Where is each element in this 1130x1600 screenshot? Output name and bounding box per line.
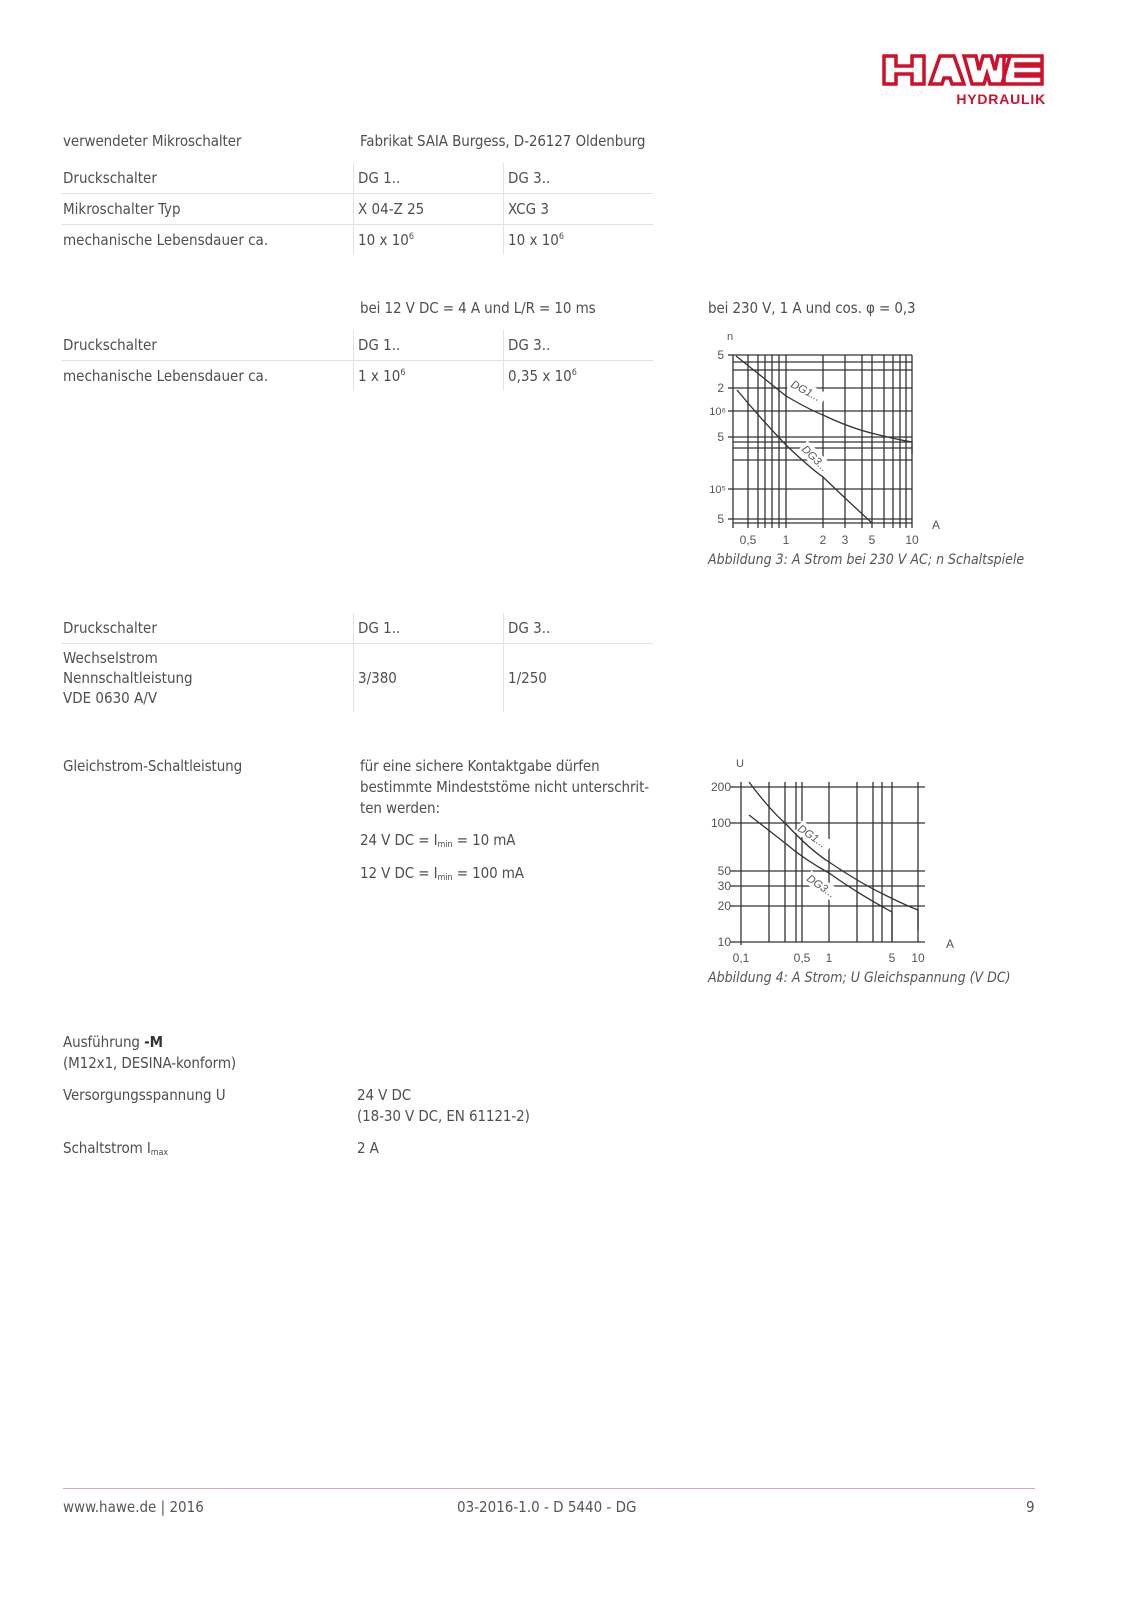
dc-condition: bei 12 V DC = 4 A und L/R = 10 ms — [360, 299, 596, 317]
row-label: mechanische Lebensdauer ca. — [63, 231, 269, 249]
ac-condition: bei 230 V, 1 A und cos. φ = 0,3 — [708, 299, 916, 317]
header-cell: DG 3.. — [504, 163, 654, 194]
curve-label-dg1: DG1... — [795, 822, 829, 851]
logo-subtitle: HYDRAULIK — [956, 91, 1046, 107]
curve-label-dg1: DG1... — [788, 378, 823, 405]
footer-divider — [63, 1488, 1035, 1489]
svg-text:1: 1 — [825, 951, 833, 965]
dc-power-label: Gleichstrom-Schaltleistung — [63, 757, 243, 775]
svg-text:5: 5 — [717, 512, 724, 526]
min-current-24v: 24 V DC = $I_{min} = 10$ mA — [360, 831, 516, 850]
microswitch-table — [61, 163, 653, 255]
svg-text:0,1: 0,1 — [732, 951, 750, 965]
header-cell: Druckschalter — [61, 330, 354, 361]
table-row — [61, 644, 653, 713]
switching-current-value: 2 A — [357, 1139, 379, 1157]
svg-text:20: 20 — [717, 899, 731, 913]
svg-text:3: 3 — [841, 533, 849, 547]
x-axis-label: A — [932, 518, 941, 532]
svg-text:100: 100 — [710, 816, 731, 830]
svg-text:200: 200 — [710, 780, 731, 794]
x-axis-label: A — [946, 937, 955, 951]
header-cell: DG 1.. — [354, 163, 504, 194]
svg-text:2: 2 — [717, 381, 724, 395]
svg-text:10: 10 — [911, 951, 925, 965]
table-cell: 10 x $10^6$ — [504, 225, 654, 256]
table-header-row — [61, 330, 653, 361]
microswitch-label: verwendeter Mikroschalter — [63, 132, 242, 150]
table-row — [61, 194, 653, 225]
table-cell: 1 x $10^6$ — [354, 361, 504, 392]
figure-4-caption: Abbildung 4: A Strom; U Gleichspannung (V DC) — [708, 970, 1011, 986]
ac-power-table — [61, 613, 653, 712]
header-cell: DG 1.. — [354, 613, 504, 644]
microswitch-value: Fabrikat SAIA Burgess, D-26127 Oldenburg — [360, 132, 646, 150]
table-cell: X 04-Z 25 — [354, 194, 504, 225]
svg-text:1: 1 — [782, 533, 790, 547]
svg-text:2: 2 — [819, 533, 827, 547]
row-label: Mikroschalter Typ — [61, 194, 354, 225]
min-current-12v: 12 V DC = $I_{min} = 100$ mA — [360, 864, 524, 883]
header-cell: DG 3.. — [504, 613, 654, 644]
header-cell: Druckschalter — [61, 163, 354, 194]
footer-document-id: 03-2016-1.0 - D 5440 - DG — [457, 1498, 637, 1516]
svg-text:10⁵: 10⁵ — [709, 484, 726, 496]
row-label: mechanische Lebensdauer ca. — [63, 367, 269, 385]
table-cell: 0,35 x $10^6$ — [504, 361, 654, 392]
switching-current-label: Schaltstrom $I_{max}$ — [63, 1139, 169, 1158]
row-label: Wechselstrom Nennschaltleistung VDE 0630 A/V — [63, 649, 193, 707]
y-axis-label: n — [727, 331, 734, 343]
svg-text:10: 10 — [905, 533, 919, 547]
dc-life-table — [61, 330, 653, 391]
table-header-row — [61, 163, 653, 194]
table-row — [61, 225, 653, 256]
svg-text:0,5: 0,5 — [739, 533, 757, 547]
table-cell: XCG 3 — [504, 194, 654, 225]
svg-text:30: 30 — [717, 879, 731, 893]
ac-lifetime-chart — [700, 328, 960, 553]
svg-text:0,5: 0,5 — [793, 951, 811, 965]
hawe-logo — [880, 52, 1050, 110]
table-row — [61, 361, 653, 392]
svg-text:5: 5 — [868, 533, 876, 547]
header-cell: DG 3.. — [504, 330, 654, 361]
svg-text:10⁶: 10⁶ — [709, 406, 726, 418]
curve-label-dg3: DG3... — [804, 872, 838, 901]
figure-3-caption: Abbildung 3: A Strom bei 230 V AC; n Schaltspiele — [708, 552, 1025, 568]
svg-text:5: 5 — [888, 951, 896, 965]
dc-power-description: für eine sichere Kontaktgabe dürfen bestimmte Mindeststöme nicht unterschrit- ten werden: — [360, 757, 650, 817]
header-cell: Druckschalter — [61, 613, 354, 644]
svg-text:10: 10 — [717, 935, 731, 949]
header-cell: DG 1.. — [354, 330, 504, 361]
svg-text:5: 5 — [717, 348, 724, 362]
page-number: 9 — [1026, 1498, 1035, 1516]
supply-voltage-value: 24 V DC (18-30 V DC, EN 61121-2) — [357, 1086, 530, 1125]
supply-voltage-label: Versorgungsspannung U — [63, 1086, 226, 1104]
table-cell: 3/380 — [354, 644, 504, 713]
table-cell: 10 x $10^6$ — [354, 225, 504, 256]
table-cell: 1/250 — [504, 644, 654, 713]
variant-m-title: Ausführung -M (M12x1, DESINA-konform) — [63, 1033, 237, 1072]
dc-voltage-chart — [700, 755, 970, 970]
footer-website: www.hawe.de | 2016 — [63, 1498, 204, 1516]
y-axis-label: U — [736, 758, 744, 770]
curve-label-dg3: DG3... — [799, 443, 830, 475]
svg-text:50: 50 — [717, 864, 731, 878]
table-header-row — [61, 613, 653, 644]
svg-text:5: 5 — [717, 430, 724, 444]
